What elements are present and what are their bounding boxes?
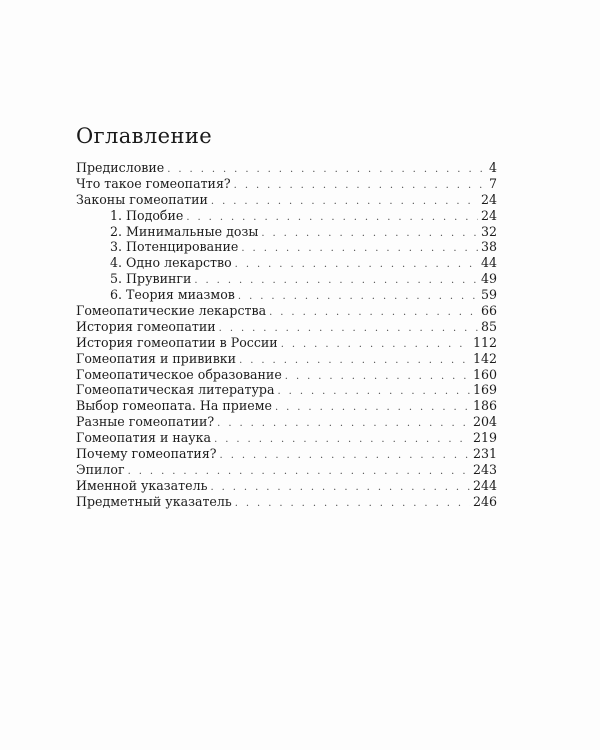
toc-page-number: 38 — [480, 239, 497, 255]
toc-entry-label: 3. Потенцирование — [110, 239, 239, 255]
dot-leader — [235, 496, 470, 512]
toc-page-number: 142 — [472, 350, 497, 366]
toc-page-number: 32 — [480, 223, 497, 239]
dot-leader — [261, 226, 478, 242]
toc-page-number: 112 — [472, 334, 497, 350]
toc-entry — [76, 176, 497, 192]
dot-leader — [214, 432, 470, 448]
toc-entry-label: Почему гомеопатия? — [76, 446, 217, 462]
toc-entry-label: Законы гомеопатии — [76, 191, 208, 207]
toc-subentry — [76, 239, 497, 255]
dot-leader — [281, 337, 470, 353]
dot-leader — [210, 480, 470, 496]
toc-entry-label: 4. Одно лекарство — [110, 255, 232, 271]
toc-entry-label: История гомеопатии — [76, 318, 216, 334]
toc-page-number: 186 — [472, 398, 497, 414]
dot-leader — [241, 241, 478, 257]
toc-entry — [76, 351, 497, 367]
toc-entry-label: Разные гомеопатии? — [76, 414, 215, 430]
toc-entry — [76, 494, 497, 510]
toc-entry-label: 1. Подобие — [110, 207, 184, 223]
toc-page-number: 244 — [472, 477, 497, 493]
toc-page-number: 49 — [480, 271, 497, 287]
toc-entry — [76, 160, 497, 176]
toc-entry-label: Выбор гомеопата. На приеме — [76, 398, 272, 414]
dot-leader — [234, 178, 486, 194]
toc-page-number: 169 — [472, 382, 497, 398]
toc-entry — [76, 192, 497, 208]
toc-entry-label: Гомеопатия и наука — [76, 430, 212, 446]
toc-entry-label: 2. Минимальные дозы — [110, 223, 259, 239]
dot-leader — [238, 289, 478, 305]
dot-leader — [285, 369, 470, 385]
toc-entry — [76, 367, 497, 383]
toc-entry — [76, 430, 497, 446]
toc-page-number: 204 — [472, 414, 497, 430]
toc-entry-label: Предисловие — [76, 160, 165, 175]
toc-entry-label: 6. Теория миазмов — [110, 287, 235, 303]
toc-entry-label: 5. Прувинги — [110, 271, 192, 287]
toc-page-number: 7 — [488, 175, 497, 191]
toc-subentry — [76, 255, 497, 271]
toc-list — [76, 160, 497, 510]
toc-subentry — [76, 287, 497, 303]
toc-entry-label: Именной указатель — [76, 477, 208, 493]
toc-entry — [76, 398, 497, 414]
toc-entry-label: Гомеопатическое образование — [76, 366, 282, 382]
toc-entry — [76, 319, 497, 335]
dot-leader — [235, 257, 478, 273]
toc-entry-label: Гомеопатия и прививки — [76, 350, 237, 366]
dot-leader — [194, 273, 478, 289]
dot-leader — [278, 384, 470, 400]
toc-page-number: 85 — [480, 318, 497, 334]
dot-leader — [211, 194, 478, 210]
toc-page-number: 231 — [472, 446, 497, 462]
toc-page-number: 4 — [488, 160, 497, 175]
toc-entry — [76, 414, 497, 430]
toc-entry-label: История гомеопатии в России — [76, 334, 278, 350]
toc-subentry — [76, 271, 497, 287]
dot-leader — [217, 416, 470, 432]
toc-page-number: 246 — [472, 493, 497, 509]
toc-entry — [76, 462, 497, 478]
toc-entry — [76, 478, 497, 494]
toc-page-number: 24 — [480, 191, 497, 207]
toc-page-number: 44 — [480, 255, 497, 271]
toc-page-number: 219 — [472, 430, 497, 446]
dot-leader — [269, 305, 478, 321]
toc-subentry — [76, 224, 497, 240]
toc-entry-label: Эпилог — [76, 461, 125, 477]
toc-entry — [76, 446, 497, 462]
dot-leader — [275, 400, 470, 416]
toc-page-number: 24 — [480, 207, 497, 223]
toc-entry — [76, 382, 497, 398]
toc-entry-label: Гомеопатическая литература — [76, 382, 275, 398]
toc-page-number: 66 — [480, 303, 497, 319]
toc-entry — [76, 335, 497, 351]
toc-entry — [76, 303, 497, 319]
toc-page-number: 160 — [472, 366, 497, 382]
toc-entry-label: Гомеопатические лекарства — [76, 303, 267, 319]
toc-subentry — [76, 208, 497, 224]
toc-title: Оглавление — [76, 124, 213, 148]
toc-page-number: 59 — [480, 287, 497, 303]
toc-page-number: 243 — [472, 461, 497, 477]
toc-entry-label: Что такое гомеопатия? — [76, 175, 231, 191]
dot-leader — [220, 448, 470, 464]
toc-entry-label: Предметный указатель — [76, 493, 232, 509]
